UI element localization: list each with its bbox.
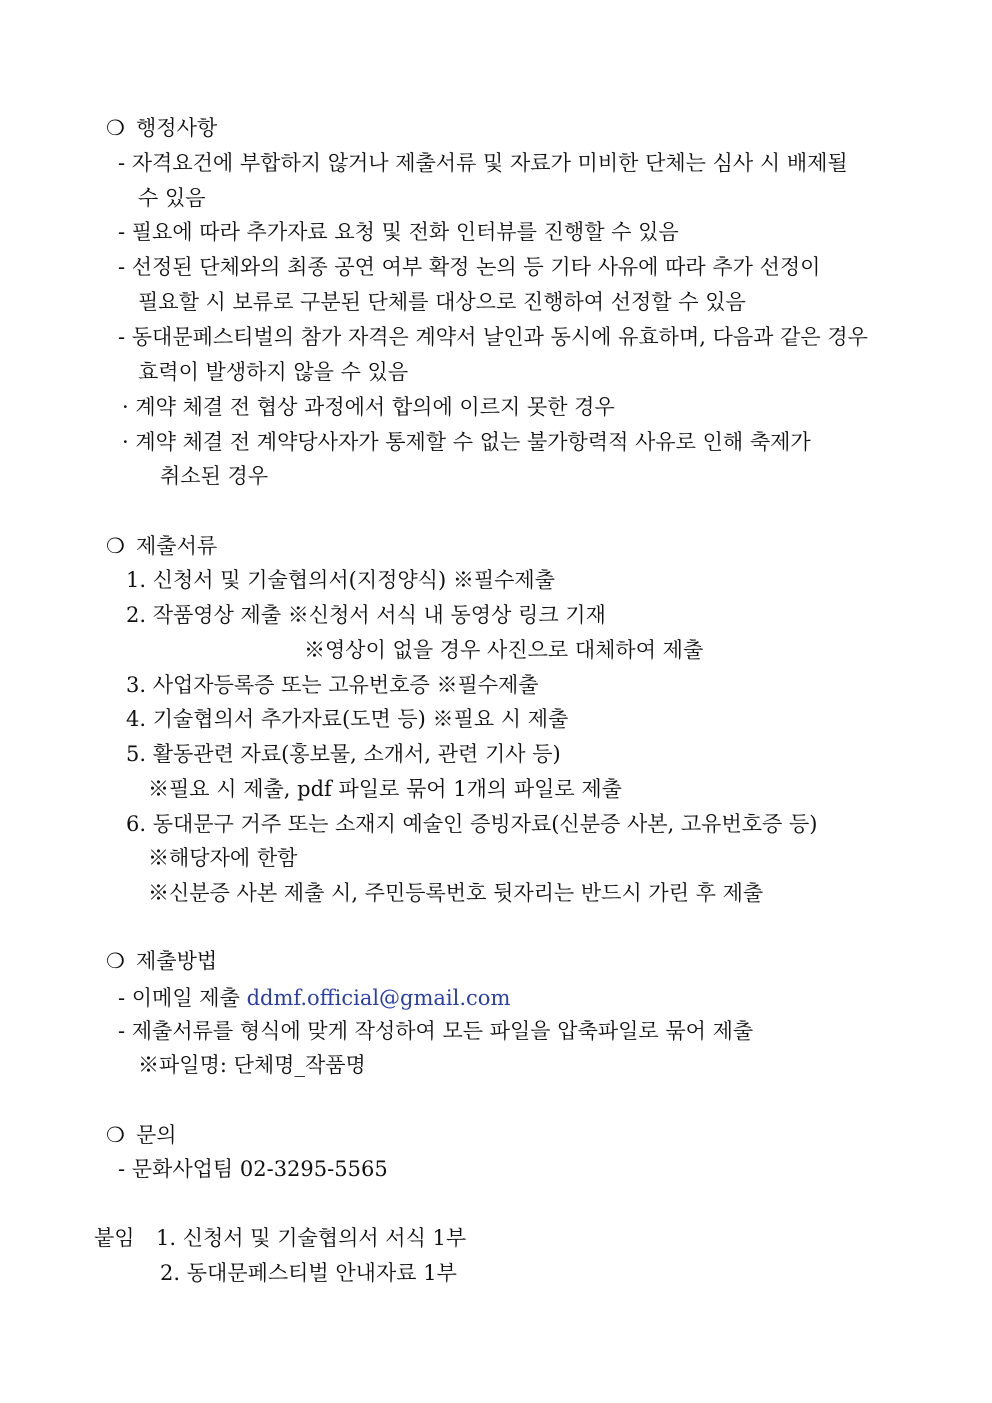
numbered-item: 4. 기술협의서 추가자료(도면 등) ※필요 시 제출 bbox=[126, 707, 569, 731]
circle-bullet-icon: ❍ bbox=[106, 534, 125, 558]
list-item-continuation: 수 있음 bbox=[138, 186, 206, 210]
sub-list-item-continuation: 취소된 경우 bbox=[160, 464, 269, 488]
circle-bullet-icon: ❍ bbox=[106, 116, 125, 140]
numbered-item: 6. 동대문구 거주 또는 소재지 예술인 증빙자료(신분증 사본, 고유번호증 등) bbox=[126, 812, 818, 836]
list-item: - 필요에 따라 추가자료 요청 및 전화 인터뷰를 진행할 수 있음 bbox=[118, 220, 679, 244]
numbered-item: 2. 작품영상 제출 ※신청서 서식 내 동영상 링크 기재 bbox=[126, 603, 606, 627]
section-title: 제출서류 bbox=[136, 534, 218, 558]
email-label: - 이메일 제출 bbox=[118, 986, 247, 1010]
numbered-item: 5. 활동관련 자료(홍보물, 소개서, 관련 기사 등) bbox=[126, 742, 561, 766]
section-heading-admin bbox=[106, 113, 217, 143]
sub-list-item: · 계약 체결 전 계약당사자가 통제할 수 없는 불가항력적 사유로 인해 축제가 bbox=[122, 430, 811, 454]
section-title: 문의 bbox=[136, 1123, 177, 1147]
attachment-item: 2. 동대문페스티벌 안내자료 1부 bbox=[160, 1261, 457, 1285]
list-item: - 동대문페스티벌의 참가 자격은 계약서 날인과 동시에 유효하며, 다음과 같은 경우 bbox=[118, 325, 868, 349]
numbered-item: 3. 사업자등록증 또는 고유번호증 ※필수제출 bbox=[126, 673, 539, 697]
section-title: 행정사항 bbox=[136, 116, 218, 140]
numbered-item: 1. 신청서 및 기술협의서(지정양식) ※필수제출 bbox=[126, 568, 555, 592]
attachment-line bbox=[94, 1223, 466, 1253]
circle-bullet-icon: ❍ bbox=[106, 949, 125, 973]
note-line: ※해당자에 한함 bbox=[148, 846, 298, 870]
note-line: ※신분증 사본 제출 시, 주민등록번호 뒷자리는 반드시 가린 후 제출 bbox=[148, 881, 764, 905]
list-item: - 자격요건에 부합하지 않거나 제출서류 및 자료가 미비한 단체는 심사 시 배제될 bbox=[118, 151, 848, 175]
note-line: ※필요 시 제출, pdf 파일로 묶어 1개의 파일로 제출 bbox=[148, 777, 622, 801]
note-line: ※파일명: 단체명_작품명 bbox=[138, 1053, 366, 1077]
list-item: - 제출서류를 형식에 맞게 작성하여 모든 파일을 압축파일로 묶어 제출 bbox=[118, 1019, 754, 1043]
section-title: 제출방법 bbox=[136, 949, 218, 973]
email-link[interactable]: ddmf.official@gmail.com bbox=[246, 986, 511, 1010]
sub-list-item: · 계약 체결 전 협상 과정에서 합의에 이르지 못한 경우 bbox=[122, 395, 615, 419]
attachment-label: 붙임 bbox=[94, 1226, 135, 1250]
section-heading-docs bbox=[106, 531, 217, 561]
note-line: ※영상이 없을 경우 사진으로 대체하여 제출 bbox=[304, 638, 704, 662]
circle-bullet-icon: ❍ bbox=[106, 1123, 125, 1147]
email-line bbox=[118, 983, 510, 1013]
list-item-continuation: 필요할 시 보류로 구분된 단체를 대상으로 진행하여 선정할 수 있음 bbox=[138, 290, 746, 314]
section-heading-contact bbox=[106, 1120, 177, 1150]
contact-line: - 문화사업팀 02-3295-5565 bbox=[118, 1157, 388, 1181]
attachment-item: 1. 신청서 및 기술협의서 서식 1부 bbox=[156, 1226, 467, 1250]
list-item: - 선정된 단체와의 최종 공연 여부 확정 논의 등 기타 사유에 따라 추가 선정이 bbox=[118, 255, 821, 279]
list-item-continuation: 효력이 발생하지 않을 수 있음 bbox=[138, 360, 409, 384]
section-heading-method bbox=[106, 946, 217, 976]
